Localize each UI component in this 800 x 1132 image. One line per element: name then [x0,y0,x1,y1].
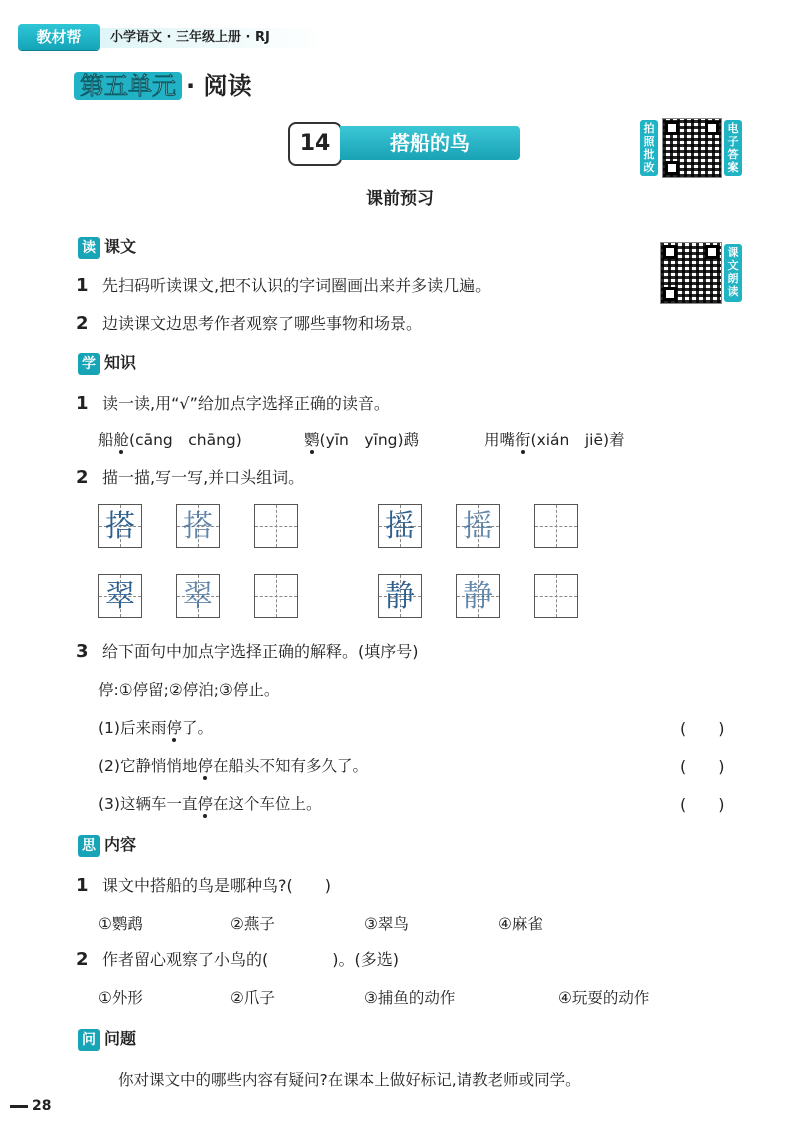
pinyin-choice: (cāng chāng) [129,431,242,449]
writing-box-blank[interactable] [254,504,298,548]
choice-option[interactable]: ③捕鱼的动作 [364,989,456,1007]
question-text: 描一描,写一写,并口头组词。 [102,468,305,487]
section-name: 课文 [104,237,137,256]
ask-prompt: 你对课文中的哪些内容有疑问?在课本上做好标记,请教老师或同学。 [118,1071,581,1089]
pinyin-item-2[interactable] [304,428,419,452]
think-question-2 [76,948,399,972]
item-number: 3 [76,641,89,662]
learn-question-2 [76,466,304,490]
writing-box-blank[interactable] [254,574,298,618]
section-name: 知识 [104,353,137,372]
choice-option[interactable]: ②燕子 [230,915,275,933]
pinyin-choice: (yīn yīng) [319,431,404,449]
lesson-number: 14 [288,122,342,166]
pinyin-item-3[interactable] [484,428,625,452]
sentence-3: (3)这辆车一直停在这个车位上。 [98,795,322,813]
page-number [10,1098,51,1114]
dotted-char: 衔 [515,431,531,449]
section-tag: 思 [78,835,100,857]
lesson-title: 搭船的鸟 [340,126,520,160]
writing-box-trace: 翠 [176,574,220,618]
photo-grading-label: 拍照批改 [640,120,658,176]
char: 鹉 [403,431,420,449]
writing-box-trace: 搭 [176,504,220,548]
question-text: 课文中搭船的鸟是哪种鸟?( ) [102,876,331,895]
choice-option[interactable]: ①外形 [98,989,143,1007]
unit-subtitle: · 阅读 [186,72,252,100]
section-name: 问题 [104,1029,137,1048]
item-number: 2 [76,467,89,488]
answer-blank-3[interactable]: ( ) [680,795,725,814]
choice-option[interactable]: ③翠鸟 [364,915,409,933]
char: 着 [609,431,625,449]
item-number: 2 [76,313,89,334]
item-text: 先扫码听读课文,把不认识的字词圈画出来并多读几遍。 [102,276,492,295]
question-text: 作者留心观察了小鸟的( )。(多选) [102,950,399,969]
item-text: 边读课文边思考作者观察了哪些事物和场景。 [102,314,423,333]
section-ask [78,1026,136,1052]
page-subtitle: 课前预习 [366,189,434,209]
book-title: 小学语文 · 三年级上册 · RJ [100,28,325,48]
char: 用嘴 [484,431,516,449]
writing-box-trace: 摇 [456,504,500,548]
writing-box-trace: 翠 [98,574,142,618]
question-text: 读一读,用“√”给加点字选择正确的读音。 [102,394,390,413]
writing-box-trace: 静 [456,574,500,618]
unit-highlight: 第五单元 [74,72,182,100]
section-tag: 问 [78,1029,100,1051]
read-item-1 [76,274,491,298]
answer-blank-1[interactable]: ( ) [680,719,725,738]
writing-box-trace: 摇 [378,504,422,548]
qr-code-grading[interactable] [640,116,744,178]
read-item-2 [76,312,422,336]
choice-option[interactable]: ④玩耍的动作 [558,989,650,1007]
section-name: 内容 [104,835,137,854]
section-think [78,832,136,858]
writing-box-trace: 搭 [98,504,142,548]
pinyin-item-1[interactable] [98,428,242,452]
page-rule [10,1105,28,1108]
question-text: 给下面句中加点字选择正确的解释。(填序号) [102,642,419,661]
qr-code-reading[interactable] [660,240,744,304]
choice-option[interactable]: ①鹦鹉 [98,915,143,933]
answer-key-label: 电子答案 [724,120,742,176]
writing-box-blank[interactable] [534,504,578,548]
item-number: 1 [76,393,89,414]
choice-option[interactable]: ④麻雀 [498,915,543,933]
brand-tab: 教材帮 [18,24,100,50]
section-tag: 读 [78,237,100,259]
sentence-2: (2)它静悄悄地停在船头不知有多久了。 [98,757,368,775]
sentence-1: (1)后来雨停了。 [98,719,213,737]
writing-box-blank[interactable] [534,574,578,618]
section-learn [78,350,136,376]
item-number: 2 [76,949,89,970]
page-number-value: 28 [32,1098,52,1114]
answer-blank-2[interactable]: ( ) [680,757,725,776]
choice-option[interactable]: ②爪子 [230,989,275,1007]
item-number: 1 [76,875,89,896]
qr-code-icon [662,118,722,178]
section-tag: 学 [78,353,100,375]
think-question-1 [76,874,331,898]
learn-question-1 [76,392,390,416]
learn-question-3 [76,640,419,664]
pinyin-choice: (xián jiē) [530,431,610,449]
writing-box-trace: 静 [378,574,422,618]
dotted-char: 鹦 [304,431,320,449]
section-read [78,234,136,260]
dotted-char: 舱 [113,431,130,449]
char: 船 [98,431,114,449]
qr-code-icon [660,242,722,304]
unit-title [74,68,251,104]
definition-options: 停:①停留;②停泊;③停止。 [98,681,280,699]
item-number: 1 [76,275,89,296]
text-reading-label: 课文朗读 [724,244,742,302]
